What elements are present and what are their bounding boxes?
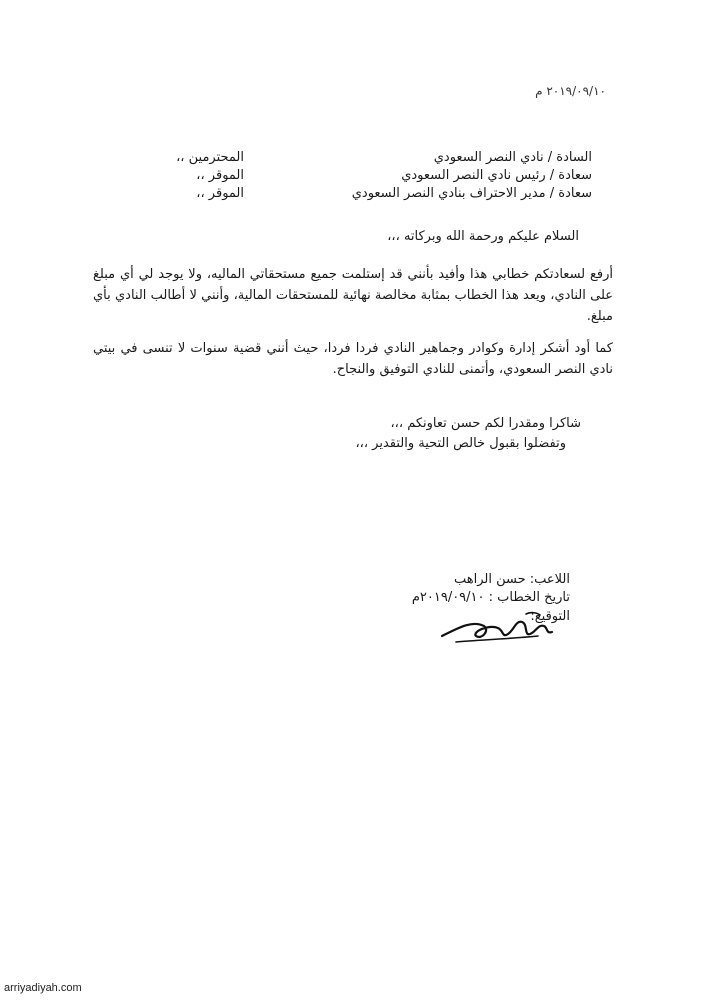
addressee-row-2 — [0, 168, 706, 188]
addressee-row-1 — [0, 150, 706, 170]
paragraph-2: كما أود أشكر إدارة وكوادر وجماهير النادي فردا فردا، حيث أنني قضية سنوات لا تنسى في بيتي نادي النصر السعودي، وأتمنى للنادي التوفيق والنجاح. — [93, 341, 613, 377]
closing-thanks: شاكرا ومقدرا لكم حسن تعاونكم ،،، — [390, 416, 581, 431]
letter-date-line: تاريخ الخطاب : ٢٠١٩/٠٩/١٠م — [411, 590, 570, 605]
greeting: السلام عليكم ورحمة الله وبركاته ،،، — [387, 229, 579, 244]
handwritten-signature-icon — [438, 606, 558, 650]
watermark-text: arriyadiyah.com — [4, 982, 82, 994]
closing-regards: وتفضلوا بقبول خالص التحية والتقدير ،،، — [355, 436, 566, 451]
addressee-honorific: الموقر ،، — [196, 186, 244, 201]
addressee-honorific: المحترمين ،، — [176, 150, 244, 165]
addressee-row-3 — [0, 186, 706, 206]
addressee-name: سعادة / رئيس نادي النصر السعودي — [401, 168, 592, 183]
player-name-line: اللاعب: حسن الراهب — [453, 572, 570, 587]
letter-date-top: ٢٠١٩/٠٩/١٠ م — [535, 84, 606, 98]
signature-label: التوقيع: — [530, 609, 570, 624]
addressee-name: سعادة / مدير الاحتراف بنادي النصر السعودي — [351, 186, 592, 201]
addressee-honorific: الموقر ،، — [196, 168, 244, 183]
addressee-name: السادة / نادي النصر السعودي — [433, 150, 592, 165]
paragraph-1: أرفع لسعادتكم خطابي هذا وأفيد بأنني قد إستلمت جميع مستحقاتي الماليه، ولا يوجد لي أي مبلغ على النادي، ويعد هذا الخطاب بمثابة مخالصة نهائية للمستحقات المالية، وأنني لا أطالب النادي بأي مبلغ. — [93, 267, 613, 324]
